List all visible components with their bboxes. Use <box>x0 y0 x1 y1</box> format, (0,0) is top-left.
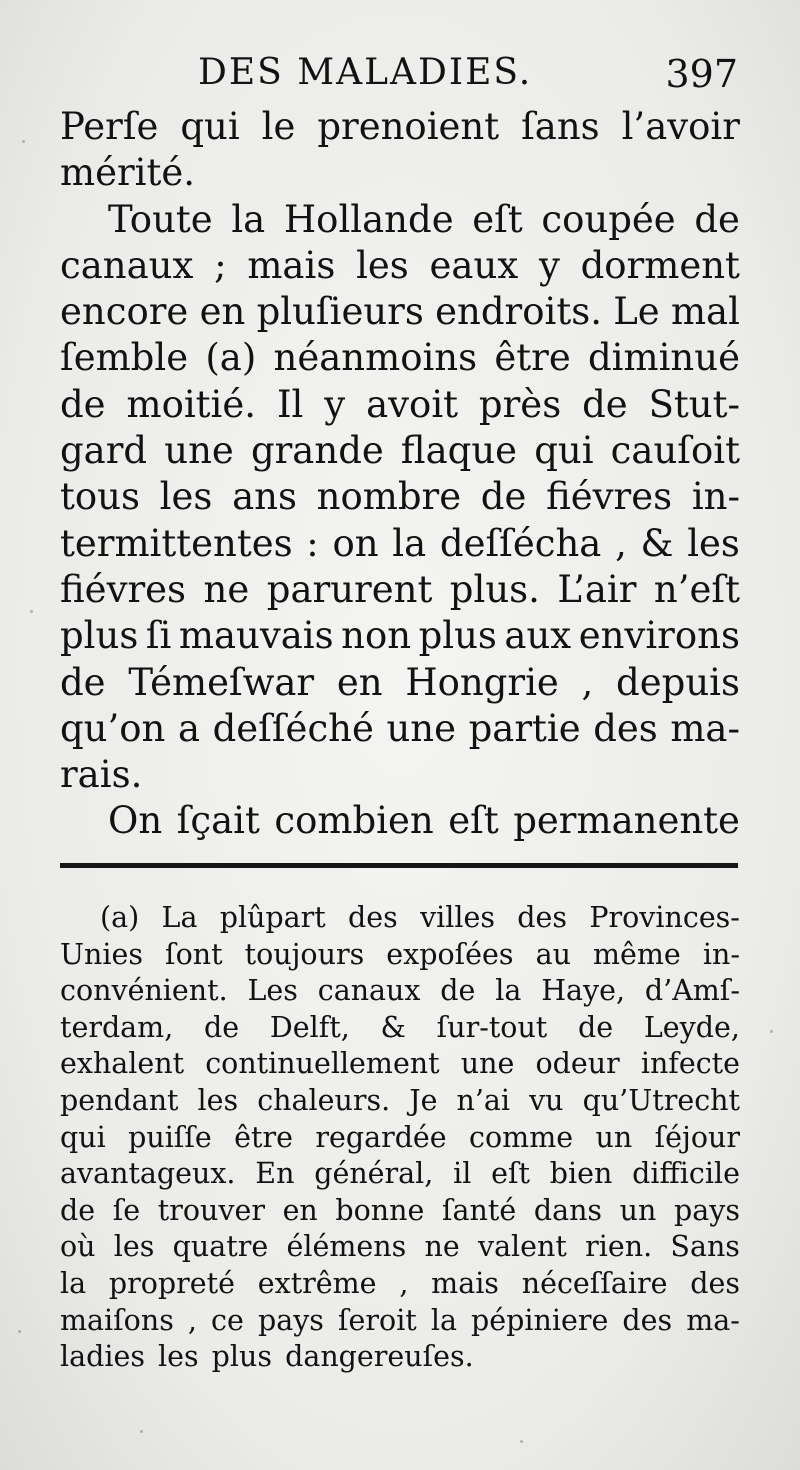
word: être <box>234 1120 293 1154</box>
word: Sans <box>670 1230 740 1264</box>
text-line <box>60 798 740 844</box>
word: la <box>430 1303 457 1337</box>
word: environs <box>578 614 740 658</box>
word: élémens <box>286 1230 407 1264</box>
word: encore <box>60 290 189 334</box>
word: ſçait <box>176 799 260 843</box>
word: in- <box>702 937 740 971</box>
word: en <box>199 290 246 334</box>
text-line: mérité. <box>60 151 196 195</box>
footnote-line <box>60 1083 740 1120</box>
word: de <box>578 1010 614 1044</box>
word: Hongrie <box>405 660 559 704</box>
word: néanmoins <box>273 336 478 380</box>
paper-speck <box>30 610 33 613</box>
word: eſt <box>472 197 523 241</box>
word: pendant <box>60 1083 179 1117</box>
word: plûpart <box>219 901 326 934</box>
word: des <box>517 901 568 934</box>
word: ſeroit <box>338 1303 417 1337</box>
word: bien <box>549 1157 613 1191</box>
word: L’air <box>557 567 637 611</box>
word: y <box>324 382 346 426</box>
word: , <box>581 660 594 704</box>
word: Les <box>247 974 298 1008</box>
word: de <box>60 382 106 426</box>
word: On <box>108 799 163 843</box>
word: le <box>261 105 296 148</box>
word: vu <box>529 1083 564 1117</box>
footnote-line <box>60 1303 740 1340</box>
word: de <box>582 382 628 426</box>
word: prenoient <box>317 105 500 148</box>
word: pays <box>673 1193 740 1227</box>
footnote-line <box>60 1046 740 1083</box>
word: fiévres <box>546 475 673 519</box>
footnote-line <box>60 1120 740 1157</box>
word: partie <box>468 706 581 750</box>
word: qui <box>534 429 594 473</box>
footnote-line <box>60 1010 740 1047</box>
word: où <box>60 1230 96 1264</box>
word: , <box>399 1266 409 1300</box>
word: avantageux. <box>60 1157 236 1191</box>
word: les <box>687 521 740 565</box>
word: près <box>478 382 562 426</box>
word: il <box>453 1157 472 1191</box>
word: dorment <box>580 243 740 287</box>
word: de <box>60 660 106 704</box>
word: des <box>593 706 658 750</box>
word: un <box>595 1120 633 1154</box>
word: les <box>159 475 213 519</box>
footnote-line <box>60 937 740 974</box>
text-line <box>60 382 740 428</box>
word: des <box>348 901 398 934</box>
body-text <box>60 104 740 845</box>
word: continuellement <box>205 1047 440 1081</box>
footnote-line <box>60 1193 740 1230</box>
word: bonne <box>335 1193 425 1227</box>
word: de <box>60 1193 96 1227</box>
word: termittentes <box>60 521 293 565</box>
text-line <box>60 335 740 381</box>
footnote-line <box>60 973 740 1010</box>
word: deſſécha <box>439 521 602 565</box>
word: eſt <box>491 1157 531 1191</box>
word: ma- <box>670 706 740 750</box>
word: Le <box>613 290 660 334</box>
word: (a) <box>205 336 257 380</box>
word: qui <box>60 1120 106 1154</box>
footnote-rule <box>60 863 738 868</box>
word: Il <box>276 382 304 426</box>
word: Témeſwar <box>128 660 315 704</box>
word: ce <box>211 1303 244 1337</box>
word: odeur <box>535 1047 620 1081</box>
word: nombre <box>316 475 462 519</box>
word: rien. <box>585 1230 653 1264</box>
word: puiſſe <box>128 1120 212 1154</box>
word: fiévres <box>60 567 187 611</box>
word: moitié. <box>126 382 257 426</box>
word: ; <box>214 243 227 287</box>
page-number: 397 <box>665 52 738 96</box>
paper-speck <box>770 1030 773 1033</box>
text-line <box>60 521 740 567</box>
word: canaux <box>317 974 421 1008</box>
word: ſont <box>165 937 223 971</box>
text-line <box>60 660 740 706</box>
word: ne <box>203 567 250 611</box>
text-line <box>60 613 740 659</box>
word: d’Amſ- <box>644 974 740 1008</box>
word: ſanté <box>442 1193 517 1227</box>
word: permanente <box>513 799 740 843</box>
word: : <box>306 521 319 565</box>
word: la <box>231 197 266 241</box>
word: eaux <box>429 243 519 287</box>
word: Leyde, <box>643 1010 740 1044</box>
text-line: rais. <box>60 753 143 797</box>
word: ma- <box>686 1303 740 1337</box>
word: les <box>197 1083 239 1117</box>
word: une <box>164 429 234 473</box>
word: Haye, <box>541 974 626 1008</box>
word: plus. <box>449 567 540 611</box>
word: de <box>440 974 476 1008</box>
word: y <box>538 243 560 287</box>
word: convénient. <box>60 974 228 1008</box>
paper-speck <box>520 1440 523 1443</box>
word: mauvais <box>178 614 334 658</box>
word: coupée <box>541 197 676 241</box>
word: & <box>380 1010 406 1044</box>
word: pluſieurs <box>256 290 424 334</box>
text-line <box>60 567 740 613</box>
word: la <box>495 974 522 1008</box>
word: flaque <box>400 429 518 473</box>
word: de <box>204 1010 240 1044</box>
text-line <box>60 706 740 752</box>
word: a <box>177 706 201 750</box>
word: terdam, <box>60 1010 174 1044</box>
word: & <box>640 521 674 565</box>
word: Hollande <box>283 197 454 241</box>
word: grande <box>250 429 384 473</box>
word: ſe <box>112 1193 141 1227</box>
word: Delft, <box>269 1010 350 1044</box>
word: infecte <box>640 1047 740 1081</box>
word: propreté <box>108 1266 235 1300</box>
word: cauſoit <box>610 429 740 473</box>
text-line <box>60 104 740 150</box>
word: tous <box>60 475 140 519</box>
footnote <box>60 900 740 1376</box>
word: maiſons <box>60 1303 174 1337</box>
word: ſemble <box>60 336 189 380</box>
text-line <box>60 197 740 243</box>
word: les <box>356 243 409 287</box>
paper-speck <box>22 140 25 143</box>
footnote-line <box>60 1229 740 1266</box>
word: ſéjour <box>654 1120 740 1154</box>
word: une <box>460 1047 515 1081</box>
word: des <box>622 1303 673 1337</box>
word: valent <box>477 1230 567 1264</box>
word: les <box>113 1230 155 1264</box>
word: difficile <box>632 1157 740 1191</box>
footnote-line <box>60 1266 740 1303</box>
word: canaux <box>60 243 194 287</box>
word: eſt <box>448 799 499 843</box>
text-line <box>60 289 740 335</box>
word: la <box>392 521 427 565</box>
word: général, <box>314 1157 434 1191</box>
word: mal <box>670 290 740 334</box>
word: villes <box>420 901 496 934</box>
word: pays <box>257 1303 324 1337</box>
word: endroits. <box>435 290 602 334</box>
word: néceſſaire <box>521 1266 668 1300</box>
word: un <box>619 1193 657 1227</box>
word: toujours <box>244 937 365 971</box>
word: chaleurs. <box>257 1083 391 1117</box>
running-head: DES MALADIES. <box>198 52 533 93</box>
word: n’ai <box>456 1083 511 1117</box>
word: ſi <box>145 614 172 658</box>
footnote-line: ladies les plus dangereuſes. <box>60 1340 474 1374</box>
word: Unies <box>60 937 143 971</box>
word: avoit <box>366 382 459 426</box>
word: extrême <box>257 1266 377 1300</box>
word: (a) <box>100 901 140 934</box>
word: diminué <box>587 336 740 380</box>
text-line <box>60 428 740 474</box>
word: même <box>593 937 681 971</box>
word: gard <box>60 429 148 473</box>
word: aux <box>504 614 572 658</box>
word: l’avoir <box>621 105 740 148</box>
word: au <box>535 937 571 971</box>
word: quatre <box>172 1230 269 1264</box>
word: mais <box>247 243 336 287</box>
word: expoſées <box>386 937 514 971</box>
word: Toute <box>108 197 213 241</box>
word: des <box>690 1266 740 1300</box>
word: ſans <box>521 105 600 148</box>
word: , <box>615 521 627 565</box>
word: comme <box>469 1120 574 1154</box>
word: plus <box>60 614 139 658</box>
word: on <box>332 521 379 565</box>
word: mais <box>431 1266 499 1300</box>
footnote-line <box>60 1156 740 1193</box>
word: ne <box>424 1230 460 1264</box>
word: ans <box>232 475 297 519</box>
word: qui <box>180 105 240 148</box>
word: ſur-tout <box>436 1010 548 1044</box>
word: parurent <box>266 567 433 611</box>
word: combien <box>274 799 434 843</box>
word: Stut- <box>648 382 740 426</box>
footnote-line <box>60 900 740 937</box>
page-header <box>198 52 738 102</box>
word: regardée <box>315 1120 447 1154</box>
text-line <box>60 474 740 520</box>
word: Provinces- <box>589 901 740 934</box>
word: qu’Utrecht <box>582 1083 740 1117</box>
word: en <box>282 1193 318 1227</box>
word: la <box>60 1266 87 1300</box>
word: en <box>336 660 383 704</box>
paper-speck <box>18 1330 21 1333</box>
word: qu’on <box>60 706 166 750</box>
word: En <box>255 1157 295 1191</box>
word: être <box>494 336 571 380</box>
word: pépiniere <box>471 1303 609 1337</box>
word: Perſe <box>60 105 159 148</box>
word: n’eſt <box>653 567 740 611</box>
word: exhalent <box>60 1047 185 1081</box>
word: in- <box>691 475 740 519</box>
word: non <box>341 614 412 658</box>
word: trouver <box>157 1193 265 1227</box>
word: de <box>480 475 527 519</box>
word: depuis <box>616 660 740 704</box>
word: deſſéché <box>212 706 374 750</box>
paper-speck <box>140 1430 143 1433</box>
word: une <box>386 706 457 750</box>
word: de <box>694 197 740 241</box>
word: Je <box>409 1083 438 1117</box>
word: La <box>161 901 198 934</box>
word: dans <box>533 1193 603 1227</box>
text-line <box>60 243 740 289</box>
word: plus <box>418 614 497 658</box>
word: , <box>187 1303 197 1337</box>
